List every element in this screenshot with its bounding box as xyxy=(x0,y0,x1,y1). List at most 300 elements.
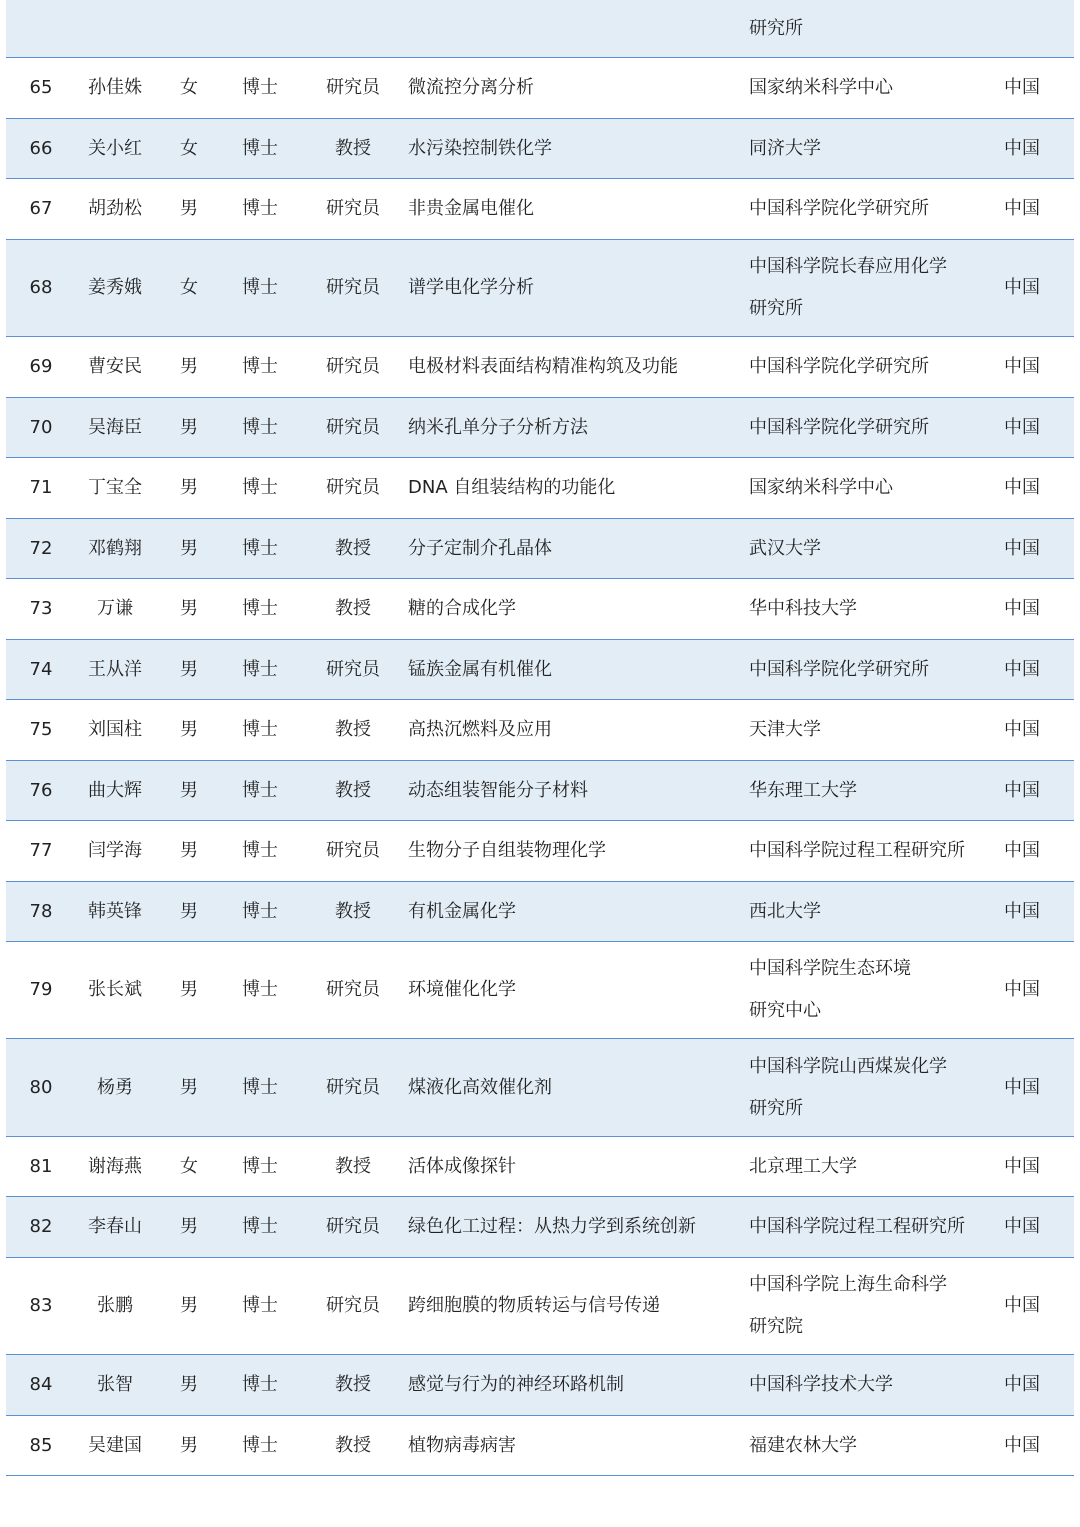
degree-text: 博士 xyxy=(242,598,278,619)
country-text: 中国 xyxy=(1004,277,1040,298)
institution-text: 中国科学院长春应用化学 研究所 xyxy=(749,256,947,319)
number-text: 76 xyxy=(29,779,53,801)
field-cell xyxy=(408,882,738,941)
name-text: 张长斌 xyxy=(88,979,142,1000)
name-cell xyxy=(74,458,156,518)
number-text: 67 xyxy=(29,198,53,219)
title-text: 研究员 xyxy=(326,356,380,377)
sex-cell xyxy=(164,640,214,699)
country-text: 中国 xyxy=(1004,537,1040,559)
sex-cell xyxy=(164,519,214,578)
number-cell xyxy=(6,119,76,178)
degree-text: 博士 xyxy=(242,779,278,801)
degree-cell xyxy=(224,761,296,820)
name-cell xyxy=(74,1416,156,1475)
title-cell xyxy=(312,882,394,941)
number-cell xyxy=(6,1258,76,1354)
field-text: 绿色化工过程：从热力学到系统创新 xyxy=(408,1216,696,1237)
institution-cell xyxy=(749,1039,989,1136)
institution-text: 中国科学院化学研究所 xyxy=(749,356,929,377)
name-cell xyxy=(74,640,156,699)
title-text: 教授 xyxy=(335,137,371,159)
degree-text: 博士 xyxy=(242,477,278,498)
field-text: 跨细胞膜的物质转运与信号传递 xyxy=(408,1295,660,1316)
name-cell xyxy=(74,58,156,118)
degree-text: 博士 xyxy=(242,356,278,377)
name-text: 吴建国 xyxy=(88,1434,142,1456)
name-text: 韩英锋 xyxy=(88,900,142,922)
name-text: 刘国柱 xyxy=(88,719,142,740)
degree-cell xyxy=(224,1355,296,1415)
degree-cell xyxy=(224,1416,296,1475)
field-text: 环境催化化学 xyxy=(408,979,516,1000)
name-text: 张智 xyxy=(97,1374,133,1395)
title-cell xyxy=(312,519,394,578)
institution-text: 武汉大学 xyxy=(749,537,821,559)
field-text: 谱学电化学分析 xyxy=(408,277,534,298)
name-text: 李春山 xyxy=(88,1216,142,1237)
title-cell xyxy=(312,640,394,699)
country-cell xyxy=(992,119,1052,178)
sex-text: 男 xyxy=(180,1374,198,1395)
institution-cell xyxy=(749,579,989,639)
institution-cell xyxy=(749,1258,989,1354)
country-text: 中国 xyxy=(1004,1374,1040,1395)
number-cell xyxy=(6,398,76,457)
number-cell xyxy=(6,1039,76,1136)
institution-cell xyxy=(749,179,989,239)
title-text: 研究员 xyxy=(326,1295,380,1316)
country-cell xyxy=(992,398,1052,457)
title-cell xyxy=(312,1137,394,1196)
institution-text: 福建农林大学 xyxy=(749,1434,857,1456)
name-text: 闫学海 xyxy=(88,840,142,861)
sex-cell xyxy=(164,700,214,760)
sex-cell xyxy=(164,1416,214,1475)
institution-text: 中国科学院化学研究所 xyxy=(749,658,929,680)
sex-text: 男 xyxy=(180,900,198,922)
table-row xyxy=(6,519,1074,579)
title-text: 教授 xyxy=(335,900,371,922)
degree-text: 博士 xyxy=(242,198,278,219)
name-text: 丁宝全 xyxy=(88,477,142,498)
sex-text: 男 xyxy=(180,979,198,1000)
field-text: 有机金属化学 xyxy=(408,900,516,922)
field-text: 动态组装智能分子材料 xyxy=(408,779,588,801)
country-cell xyxy=(992,1258,1052,1354)
institution-text: 中国科学院过程工程研究所 xyxy=(749,840,965,861)
title-cell xyxy=(312,179,394,239)
sex-text: 男 xyxy=(180,1434,198,1456)
field-text: 植物病毒病害 xyxy=(408,1434,516,1456)
number-text: 69 xyxy=(29,356,53,377)
country-cell xyxy=(992,640,1052,699)
institution-text: 北京理工大学 xyxy=(749,1155,857,1177)
name-cell xyxy=(74,882,156,941)
sex-cell xyxy=(164,1137,214,1196)
institution-cell xyxy=(749,761,989,820)
institution-cell xyxy=(749,58,989,118)
institution-text: 中国科学院过程工程研究所 xyxy=(749,1216,965,1237)
number-cell xyxy=(6,882,76,941)
degree-text: 博士 xyxy=(242,979,278,1000)
name-cell xyxy=(74,337,156,397)
field-cell xyxy=(408,761,738,820)
degree-text: 博士 xyxy=(242,719,278,740)
name-text: 孙佳姝 xyxy=(88,77,142,98)
institution-text: 中国科学院上海生命科学 研究院 xyxy=(749,1274,947,1337)
field-cell xyxy=(408,337,738,397)
sex-text: 男 xyxy=(180,598,198,619)
name-cell xyxy=(74,179,156,239)
sex-cell xyxy=(164,942,214,1038)
title-text: 教授 xyxy=(335,1155,371,1177)
title-cell xyxy=(312,398,394,457)
sex-cell xyxy=(164,398,214,457)
title-cell xyxy=(312,942,394,1038)
title-cell xyxy=(312,1355,394,1415)
table-row xyxy=(6,1355,1074,1416)
field-text: 高热沉燃料及应用 xyxy=(408,719,552,740)
degree-cell xyxy=(224,640,296,699)
name-cell xyxy=(74,579,156,639)
table-body xyxy=(6,58,1074,1476)
degree-cell xyxy=(224,58,296,118)
field-text: 活体成像探针 xyxy=(408,1155,516,1177)
number-text: 65 xyxy=(29,77,53,98)
table-row xyxy=(6,700,1074,761)
sex-text: 男 xyxy=(180,1076,198,1098)
field-cell xyxy=(408,1355,738,1415)
title-cell xyxy=(312,58,394,118)
title-cell xyxy=(312,458,394,518)
country-text: 中国 xyxy=(1004,416,1040,438)
number-cell xyxy=(6,458,76,518)
number-cell xyxy=(6,821,76,881)
institution-cell xyxy=(749,1416,989,1475)
country-text: 中国 xyxy=(1004,658,1040,680)
table-row xyxy=(6,1258,1074,1355)
field-text: 非贵金属电催化 xyxy=(408,198,534,219)
sex-text: 女 xyxy=(180,77,198,98)
institution-cell xyxy=(749,458,989,518)
sex-cell xyxy=(164,337,214,397)
country-cell xyxy=(992,1197,1052,1257)
number-cell xyxy=(6,579,76,639)
country-cell xyxy=(992,700,1052,760)
institution-cell xyxy=(749,1355,989,1415)
degree-cell xyxy=(224,119,296,178)
field-cell xyxy=(408,179,738,239)
institution-cell xyxy=(749,337,989,397)
degree-cell xyxy=(224,1039,296,1136)
degree-text: 博士 xyxy=(242,1216,278,1237)
name-cell xyxy=(74,398,156,457)
name-text: 邓鹤翔 xyxy=(88,537,142,559)
country-cell xyxy=(992,761,1052,820)
institution-text: 同济大学 xyxy=(749,137,821,159)
field-text: DNA 自组装结构的功能化 xyxy=(408,477,616,498)
name-cell xyxy=(74,1039,156,1136)
country-text: 中国 xyxy=(1004,356,1040,377)
table-row xyxy=(6,1039,1074,1137)
institution-text: 华中科技大学 xyxy=(749,598,857,619)
degree-cell xyxy=(224,700,296,760)
field-text: 锰族金属有机催化 xyxy=(408,658,552,680)
name-cell xyxy=(74,240,156,336)
name-text: 曹安民 xyxy=(88,356,142,377)
institution-cell xyxy=(749,882,989,941)
table-row xyxy=(6,882,1074,942)
field-text: 纳米孔单分子分析方法 xyxy=(408,416,588,438)
table-row xyxy=(6,1197,1074,1258)
institution-text: 中国科学院山西煤炭化学 研究所 xyxy=(749,1055,947,1119)
title-text: 研究员 xyxy=(326,77,380,98)
title-text: 研究员 xyxy=(326,1076,380,1098)
name-cell xyxy=(74,700,156,760)
name-text: 吴海臣 xyxy=(88,416,142,438)
country-cell xyxy=(992,519,1052,578)
title-text: 研究员 xyxy=(326,658,380,680)
field-cell xyxy=(408,519,738,578)
country-cell xyxy=(992,821,1052,881)
number-text: 79 xyxy=(29,979,53,1000)
title-cell xyxy=(312,761,394,820)
name-cell xyxy=(74,821,156,881)
degree-cell xyxy=(224,1258,296,1354)
institution-cell xyxy=(749,119,989,178)
degree-cell xyxy=(224,398,296,457)
table-row-fragment xyxy=(6,0,1074,58)
degree-text: 博士 xyxy=(242,1155,278,1177)
institution-text: 中国科学院化学研究所 xyxy=(749,198,929,219)
degree-cell xyxy=(224,1137,296,1196)
name-text: 张鹏 xyxy=(97,1295,133,1316)
title-text: 研究员 xyxy=(326,1216,380,1237)
country-cell xyxy=(992,1355,1052,1415)
country-text: 中国 xyxy=(1004,719,1040,740)
country-text: 中国 xyxy=(1004,1434,1040,1456)
country-text: 中国 xyxy=(1004,137,1040,159)
country-text: 中国 xyxy=(1004,477,1040,498)
number-text: 77 xyxy=(29,840,53,861)
country-cell xyxy=(992,942,1052,1038)
name-cell xyxy=(74,1355,156,1415)
sex-text: 男 xyxy=(180,356,198,377)
title-cell xyxy=(312,119,394,178)
sex-text: 男 xyxy=(180,658,198,680)
country-cell xyxy=(992,1416,1052,1475)
sex-cell xyxy=(164,1258,214,1354)
institution-cell xyxy=(749,519,989,578)
title-text: 研究员 xyxy=(326,277,380,298)
field-cell xyxy=(408,942,738,1038)
name-cell xyxy=(74,1137,156,1196)
degree-cell xyxy=(224,821,296,881)
title-cell xyxy=(312,337,394,397)
institution-cell xyxy=(749,700,989,760)
sex-cell xyxy=(164,1039,214,1136)
name-cell xyxy=(74,942,156,1038)
country-text: 中国 xyxy=(1004,1216,1040,1237)
name-cell xyxy=(74,519,156,578)
number-cell xyxy=(6,942,76,1038)
sex-cell xyxy=(164,761,214,820)
sex-text: 女 xyxy=(180,1155,198,1177)
field-text: 分子定制介孔晶体 xyxy=(408,537,552,559)
title-text: 研究员 xyxy=(326,979,380,1000)
number-cell xyxy=(6,1355,76,1415)
institution-cell xyxy=(749,1137,989,1196)
degree-text: 博士 xyxy=(242,77,278,98)
name-text: 曲大辉 xyxy=(88,779,142,801)
table-row xyxy=(6,58,1074,119)
number-text: 82 xyxy=(29,1216,53,1237)
degree-cell xyxy=(224,337,296,397)
field-cell xyxy=(408,398,738,457)
field-cell xyxy=(408,58,738,118)
field-cell xyxy=(408,700,738,760)
number-cell xyxy=(6,179,76,239)
sex-text: 男 xyxy=(180,477,198,498)
institution-cell xyxy=(749,942,989,1038)
title-cell xyxy=(312,1197,394,1257)
table-row xyxy=(6,640,1074,700)
name-text: 万谦 xyxy=(97,598,133,619)
table-row xyxy=(6,398,1074,458)
degree-text: 博士 xyxy=(242,1076,278,1098)
number-text: 81 xyxy=(29,1155,53,1177)
title-text: 研究员 xyxy=(326,416,380,438)
sex-text: 男 xyxy=(180,198,198,219)
number-text: 80 xyxy=(29,1076,53,1098)
degree-cell xyxy=(224,179,296,239)
table-row xyxy=(6,1137,1074,1197)
sex-text: 男 xyxy=(180,1295,198,1316)
country-text: 中国 xyxy=(1004,900,1040,922)
number-text: 74 xyxy=(29,658,53,680)
institution-cell xyxy=(749,398,989,457)
table-row xyxy=(6,119,1074,179)
title-text: 研究员 xyxy=(326,198,380,219)
title-cell xyxy=(312,240,394,336)
degree-text: 博士 xyxy=(242,137,278,159)
title-text: 教授 xyxy=(335,1374,371,1395)
title-cell xyxy=(312,1039,394,1136)
country-cell xyxy=(992,458,1052,518)
institution-text: 中国科学技术大学 xyxy=(749,1374,893,1395)
degree-text: 博士 xyxy=(242,658,278,680)
field-text: 生物分子自组装物理化学 xyxy=(408,840,606,861)
number-text: 78 xyxy=(29,900,53,922)
sex-cell xyxy=(164,458,214,518)
number-cell xyxy=(6,700,76,760)
number-text: 70 xyxy=(29,416,53,438)
scholar-table xyxy=(6,0,1074,1476)
institution-text: 中国科学院化学研究所 xyxy=(749,416,929,438)
country-text: 中国 xyxy=(1004,1076,1040,1098)
sex-text: 男 xyxy=(180,719,198,740)
institution-cell xyxy=(749,640,989,699)
country-cell xyxy=(992,1137,1052,1196)
sex-cell xyxy=(164,821,214,881)
number-cell xyxy=(6,240,76,336)
title-text: 教授 xyxy=(335,537,371,559)
sex-text: 男 xyxy=(180,779,198,801)
sex-cell xyxy=(164,240,214,336)
field-cell xyxy=(408,1039,738,1136)
institution-cell xyxy=(749,240,989,336)
title-cell xyxy=(312,1416,394,1475)
number-cell xyxy=(6,761,76,820)
sex-cell xyxy=(164,119,214,178)
number-cell xyxy=(6,1197,76,1257)
number-text: 73 xyxy=(29,598,53,619)
sex-text: 女 xyxy=(180,277,198,298)
name-text: 王从洋 xyxy=(88,658,142,680)
number-text: 71 xyxy=(29,477,53,498)
sex-text: 男 xyxy=(180,416,198,438)
degree-cell xyxy=(224,519,296,578)
sex-text: 女 xyxy=(180,137,198,159)
field-text: 水污染控制铁化学 xyxy=(408,137,552,159)
country-text: 中国 xyxy=(1004,1295,1040,1316)
field-text: 微流控分离分析 xyxy=(408,77,534,98)
field-cell xyxy=(408,640,738,699)
degree-cell xyxy=(224,458,296,518)
table-row xyxy=(6,179,1074,240)
institution-text: 西北大学 xyxy=(749,900,821,922)
institution-cell xyxy=(749,1197,989,1257)
title-cell xyxy=(312,1258,394,1354)
degree-cell xyxy=(224,1197,296,1257)
degree-text: 博士 xyxy=(242,277,278,298)
degree-text: 博士 xyxy=(242,537,278,559)
name-cell xyxy=(74,1258,156,1354)
country-text: 中国 xyxy=(1004,840,1040,861)
field-cell xyxy=(408,579,738,639)
table-row xyxy=(6,240,1074,337)
country-text: 中国 xyxy=(1004,979,1040,1000)
sex-text: 男 xyxy=(180,537,198,559)
table-row xyxy=(6,761,1074,821)
institution-text: 国家纳米科学中心 xyxy=(749,477,893,498)
table-row xyxy=(6,821,1074,882)
country-text: 中国 xyxy=(1004,779,1040,801)
country-text: 中国 xyxy=(1004,77,1040,98)
institution-text: 国家纳米科学中心 xyxy=(749,77,893,98)
title-text: 教授 xyxy=(335,1434,371,1456)
number-text: 83 xyxy=(29,1295,53,1316)
sex-cell xyxy=(164,179,214,239)
institution-cell: 研究所 xyxy=(749,18,803,39)
field-cell xyxy=(408,1258,738,1354)
name-text: 谢海燕 xyxy=(88,1155,142,1177)
number-text: 75 xyxy=(29,719,53,740)
degree-text: 博士 xyxy=(242,900,278,922)
field-text: 煤液化高效催化剂 xyxy=(408,1076,552,1098)
table-row xyxy=(6,1416,1074,1476)
title-cell xyxy=(312,700,394,760)
country-cell xyxy=(992,58,1052,118)
sex-cell xyxy=(164,1197,214,1257)
number-cell xyxy=(6,337,76,397)
table-row xyxy=(6,337,1074,398)
field-cell xyxy=(408,1137,738,1196)
number-text: 66 xyxy=(29,137,53,159)
number-text: 85 xyxy=(29,1434,53,1456)
title-text: 教授 xyxy=(335,779,371,801)
